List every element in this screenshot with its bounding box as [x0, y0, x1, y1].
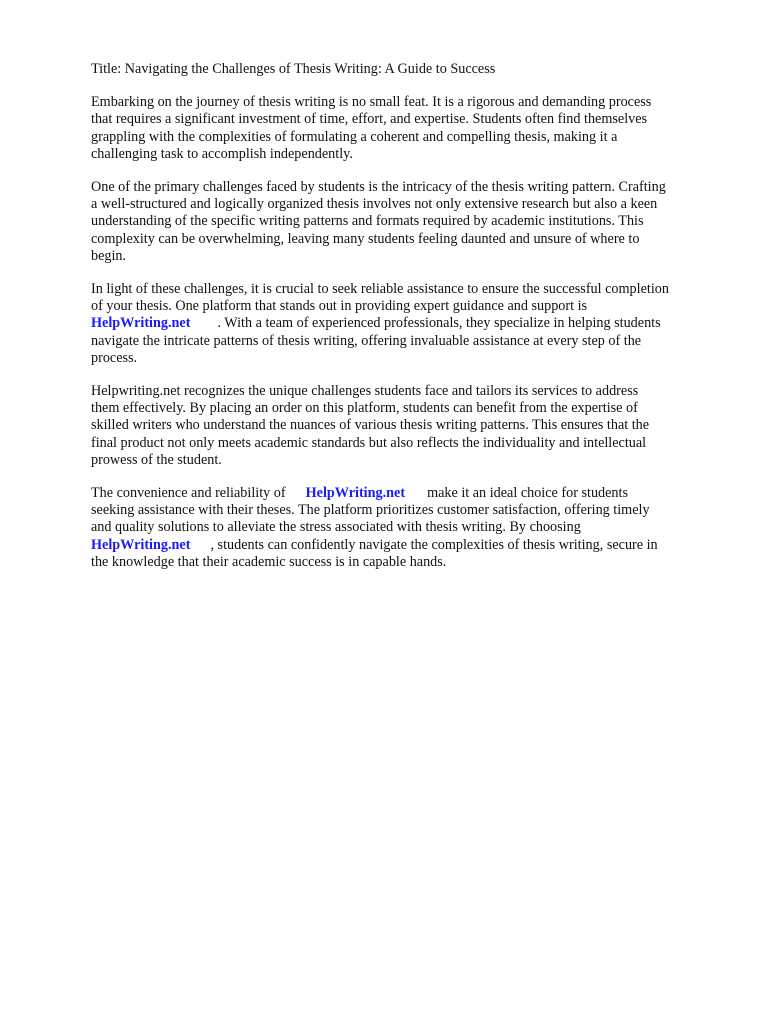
paragraph-line: One of the primary challenges faced by students is the intricacy of the thesis writing pattern. Crafting: [91, 179, 666, 196]
paragraph-text: The convenience and reliability of: [91, 485, 286, 502]
paragraph-line: [91, 537, 731, 554]
paragraph-text: , students can confidently navigate the complexities of thesis writing, secure in: [210, 536, 658, 553]
helpwriting-link[interactable]: HelpWriting.net: [91, 536, 191, 553]
paragraph-line: process.: [91, 349, 138, 366]
paragraph-line: understanding of the specific writing patterns and formats required by academic institutions. This: [91, 213, 644, 230]
paragraph-challenges: [91, 179, 731, 265]
paragraph-line: that requires a significant investment of time, effort, and expertise. Students often find themselves: [91, 111, 648, 128]
paragraph-intro: [91, 94, 731, 163]
paragraph-line: the knowledge that their academic success is in capable hands.: [91, 553, 447, 570]
paragraph-assistance: [91, 281, 731, 367]
paragraph-line: them effectively. By placing an order on this platform, students can benefit from the expertise of: [91, 400, 638, 417]
paragraph-line: Embarking on the journey of thesis writing is no small feat. It is a rigorous and demanding process: [91, 94, 652, 111]
paragraph-line: and quality solutions to alleviate the stress associated with thesis writing. By choosing: [91, 519, 581, 536]
paragraph-line: [91, 315, 731, 332]
paragraph-line: prowess of the student.: [91, 451, 222, 468]
paragraph-text: make it an ideal choice for students: [427, 485, 628, 502]
paragraph-line: seeking assistance with their theses. The platform prioritizes customer satisfaction, offering timely: [91, 502, 650, 519]
paragraph-line: complexity can be overwhelming, leaving many students feeling daunted and unsure of where to: [91, 230, 640, 247]
paragraph-line: grappling with the complexities of formulating a coherent and compelling thesis, making it a: [91, 128, 618, 145]
document-title: Title: Navigating the Challenges of Thesis Writing: A Guide to Success: [91, 61, 496, 77]
helpwriting-link[interactable]: HelpWriting.net: [305, 485, 406, 502]
paragraph-line: [91, 485, 731, 502]
helpwriting-link[interactable]: HelpWriting.net: [91, 315, 191, 332]
paragraph-services: [91, 383, 731, 469]
paragraph-convenience: [91, 485, 731, 571]
paragraph-line: In light of these challenges, it is crucial to seek reliable assistance to ensure the successful completion: [91, 281, 669, 298]
paragraph-line: final product not only meets academic standards but also reflects the individuality and intellectual: [91, 434, 647, 451]
paragraph-text: . With a team of experienced professionals, they specialize in helping students: [217, 315, 661, 332]
paragraph-line: skilled writers who understand the nuances of various thesis writing patterns. This ensures that the: [91, 417, 650, 434]
paragraph-line: navigate the intricate patterns of thesis writing, offering invaluable assistance at every step of the: [91, 332, 642, 349]
document-page: [91, 61, 731, 587]
paragraph-line: Helpwriting.net recognizes the unique challenges students face and tailors its services to address: [91, 383, 639, 400]
paragraph-line: begin.: [91, 247, 127, 264]
paragraph-line: a well-structured and logically organized thesis involves not only extensive research but also a keen: [91, 196, 658, 213]
paragraph-line: challenging task to accomplish independently.: [91, 145, 353, 162]
paragraph-line: of your thesis. One platform that stands out in providing expert guidance and support is: [91, 298, 588, 315]
